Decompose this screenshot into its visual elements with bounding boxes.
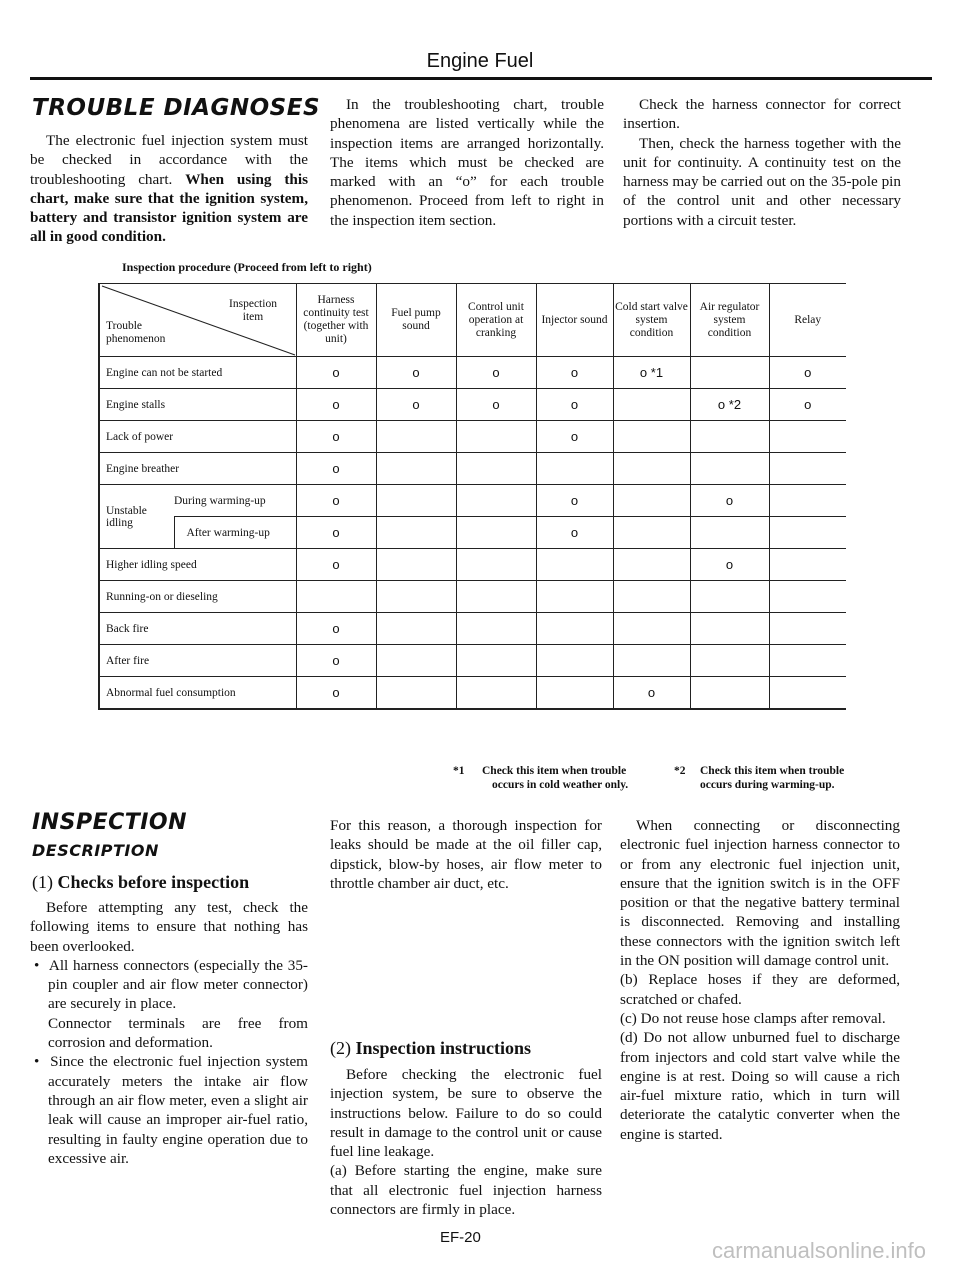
table-cell: o [456,357,536,389]
footnote-1-line-1: Check this item when trouble [482,765,627,777]
table-cell [769,549,846,581]
watermark: carmanualsonline.info [712,1238,927,1263]
row-label: Abnormal fuel consumption [99,677,296,710]
row-label: During warming-up [174,485,296,517]
corner-trouble-label: Trouble phenomenon [106,320,166,345]
row-label: Engine stalls [99,389,296,421]
connector-warning-paragraph: When connecting or disconnecting electronic fuel injection harness connector to or from any electronic fuel injection unit, ensure that the ignition switch is in the OFF position or that the negative battery terminal is disconnected. Removing and installing these connectors with the ignition switch left in the ON position will damage control unit. [620,817,900,970]
table-cell [456,485,536,517]
table-cell [376,581,456,613]
table-cell [613,645,690,677]
table-row [99,357,846,389]
instructions-title: Inspection instructions [355,1038,532,1058]
table-row [99,677,846,710]
table-cell [769,485,846,517]
table-row [99,389,846,421]
table-cell [769,453,846,485]
table-cell: o [376,357,456,389]
table-row [99,645,846,677]
table-cell: o [769,357,846,389]
table-cell [690,677,769,710]
table-row [99,549,846,581]
instruction-item-b: (b) Replace hoses if they are deformed, scratched or chafed. [620,971,900,1008]
table-cell [536,549,613,581]
corner-item-label: Inspection item [229,298,277,323]
trouble-diagnoses-col1 [30,131,308,247]
table-cell [613,581,690,613]
table-cell [376,677,456,710]
table-cell [456,549,536,581]
table-cell [456,581,536,613]
footnote-1-mark: *1 [453,765,465,777]
table-cell [769,581,846,613]
row-label: Engine breather [99,453,296,485]
bullet-1-text: All harness connectors (especially the 35-pin coupler and air flow meter connector) are securely in place. [48,956,308,1013]
table-cell [536,453,613,485]
instructions-heading [330,1038,531,1059]
table-cell: o [296,517,376,549]
table-cell [769,677,846,710]
table-cell: o [536,389,613,421]
trouble-diagnoses-title: TROUBLE DIAGNOSES [32,95,321,121]
bullet-item-2: • Since the electronic fuel injection system accurately meters the intake air flow through an air flow meter, even a slight air leak will cause an improper air-fuel ratio, resulting in faulty engine operation due to excessive air. [34,1053,308,1167]
table-cell: o [690,485,769,517]
row-label: Back fire [99,613,296,645]
col1-paragraph: The electronic fuel injection system must be checked in accordance with the troubleshooting chart. [30,132,308,188]
footnote-1-text [482,764,657,792]
table-row [99,485,846,517]
leak-check-paragraph: For this reason, a thorough inspection for leaks should be made at the oil filler cap, dipstick, blow-by hoses, air flow meter to throttle chamber air duct, etc. [330,817,602,892]
table-row [99,581,846,613]
table-cell: o [536,421,613,453]
table-cell [536,613,613,645]
table-cell: o *2 [690,389,769,421]
table-cell: o [296,549,376,581]
table-cell: o [296,645,376,677]
col2-paragraph: In the troubleshooting chart, trouble phenomena are listed vertically while the inspection items are arranged horizontally. The items which must be checked are marked with an “o” for each trouble phenomenon. Proceed from left to right in the inspection item section. [330,96,604,229]
table-cell: o *1 [613,357,690,389]
table-cell [613,517,690,549]
bullet-2-text: Since the electronic fuel injection system accurately meters the intake air flow through an air flow meter, even a slight air leak will cause an improper air-fuel ratio, resulting in faulty engine operation due to excessive air. [48,1053,308,1167]
row-label: After fire [99,645,296,677]
table-row [99,421,846,453]
checks-title: Checks before inspection [57,872,250,892]
inspection-title: INSPECTION [32,810,188,835]
troubleshooting-chart [98,283,846,710]
table-cell [690,453,769,485]
table-cell [376,613,456,645]
table-cell [769,517,846,549]
table-cell [690,421,769,453]
table-cell [456,421,536,453]
checks-number: (1) [32,872,53,892]
row-label: Running-on or dieseling [99,581,296,613]
inspection-col1 [30,898,308,1168]
checks-heading [32,872,249,893]
table-cell [613,485,690,517]
table-cell: o [690,549,769,581]
table-cell [376,453,456,485]
table-cell [613,453,690,485]
table-cell [456,517,536,549]
trouble-diagnoses-col2 [330,95,604,230]
row-label: Higher idling speed [99,549,296,581]
table-cell: o [296,677,376,710]
bullet-1-continuation: Connector terminals are free from corrosion and deformation. [48,1014,308,1052]
table-cell [613,549,690,581]
col-header-air-regulator: Air regulator system condition [690,284,769,357]
table-row [99,613,846,645]
table-cell: o [296,485,376,517]
inspection-procedure-label: Inspection procedure (Proceed from left to right) [122,260,372,274]
row-label: Lack of power [99,421,296,453]
table-cell: o [536,357,613,389]
table-cell [769,613,846,645]
table-cell [456,453,536,485]
table-cell [456,677,536,710]
table-cell [613,421,690,453]
table-cell [690,645,769,677]
page-header-title: Engine Fuel [426,50,534,72]
table-cell: o [376,389,456,421]
table-cell [769,421,846,453]
page-number: EF-20 [440,1229,481,1246]
footnote-2-text [700,764,875,792]
col-header-injector: Injector sound [536,284,613,357]
checks-intro: Before attempting any test, check the following items to ensure that nothing has been overlooked. [30,899,308,955]
row-label: After warming-up [174,517,296,549]
table-cell: o [296,389,376,421]
table-cell: o [536,485,613,517]
instruction-item-a: (a) Before starting the engine, make sure that all electronic fuel injection harness connectors are firmly in place. [330,1162,602,1219]
col3-paragraph-2: Then, check the harness together with the unit for continuity. A continuity test on the harness may be carried out on the 35-pole pin of the control unit and other necessary portions with a circuit tester. [623,134,901,229]
row-label: Engine can not be started [99,357,296,389]
table-cell [376,549,456,581]
instructions-intro: Before checking the electronic fuel injection system, be sure to observe the instructions below. Failure to do so could result in damage to the control unit or cause fuel line leakage. [330,1066,602,1161]
table-cell [613,613,690,645]
footnote-2-mark: *2 [674,765,686,777]
table-cell: o [769,389,846,421]
footnote-2-line-2: occurs during warming-up. [700,779,835,791]
troubleshooting-table [98,283,846,710]
table-cell: o [613,677,690,710]
table-row [99,453,846,485]
table-cell [690,517,769,549]
table-cell: o [536,517,613,549]
bullet-item-1: • All harness connectors (especially the 35-pin coupler and air flow meter connector) are securely in place. [34,956,308,1013]
table-cell: o [456,389,536,421]
col-header-relay: Relay [769,284,846,357]
table-cell [456,613,536,645]
col-header-fuel-pump: Fuel pump sound [376,284,456,357]
table-row [99,517,846,549]
col-header-control-unit: Control unit operation at cranking [456,284,536,357]
trouble-diagnoses-col3 [623,95,901,230]
table-cell [690,613,769,645]
table-cell [456,645,536,677]
table-cell [613,389,690,421]
col-header-cold-start: Cold start valve system condition [613,284,690,357]
description-subtitle: DESCRIPTION [32,841,159,860]
inspection-col2-bottom [330,1065,602,1219]
instruction-item-d: (d) Do not allow unburned fuel to discharge from injectors and cold start valve while the engine is at rest. Doing so will cause a rich air-fuel mixture ratio, which in turn will deteriorate the catalytic converter when the engine is started. [620,1029,900,1143]
col1-bold-note: When using this chart, make sure that the ignition system, battery and transistor ignition system are all in good condition. [30,170,308,246]
table-cell [536,581,613,613]
table-cell [536,645,613,677]
header-rule [30,77,932,80]
table-cell [376,485,456,517]
table-cell [536,677,613,710]
footnote-2-line-1: Check this item when trouble [700,765,845,777]
instruction-item-c: (c) Do not reuse hose clamps after removal. [620,1009,886,1027]
col-header-harness: Harness continuity test (together with unit) [296,284,376,357]
corner-header-cell [99,284,296,357]
footnote-1-line-2: occurs in cold weather only. [492,779,629,791]
table-cell [296,581,376,613]
table-cell: o [296,453,376,485]
inspection-col3 [620,816,900,1144]
table-cell [376,645,456,677]
table-cell: o [296,357,376,389]
table-cell [769,645,846,677]
row-group-label: Unstable idling [99,485,174,549]
instructions-number: (2) [330,1038,351,1058]
inspection-col2-top [330,816,602,893]
table-cell [376,517,456,549]
table-cell: o [296,421,376,453]
col3-paragraph-1: Check the harness connector for correct insertion. [623,96,901,133]
table-cell [376,421,456,453]
table-cell [690,357,769,389]
table-cell [690,581,769,613]
table-cell: o [296,613,376,645]
